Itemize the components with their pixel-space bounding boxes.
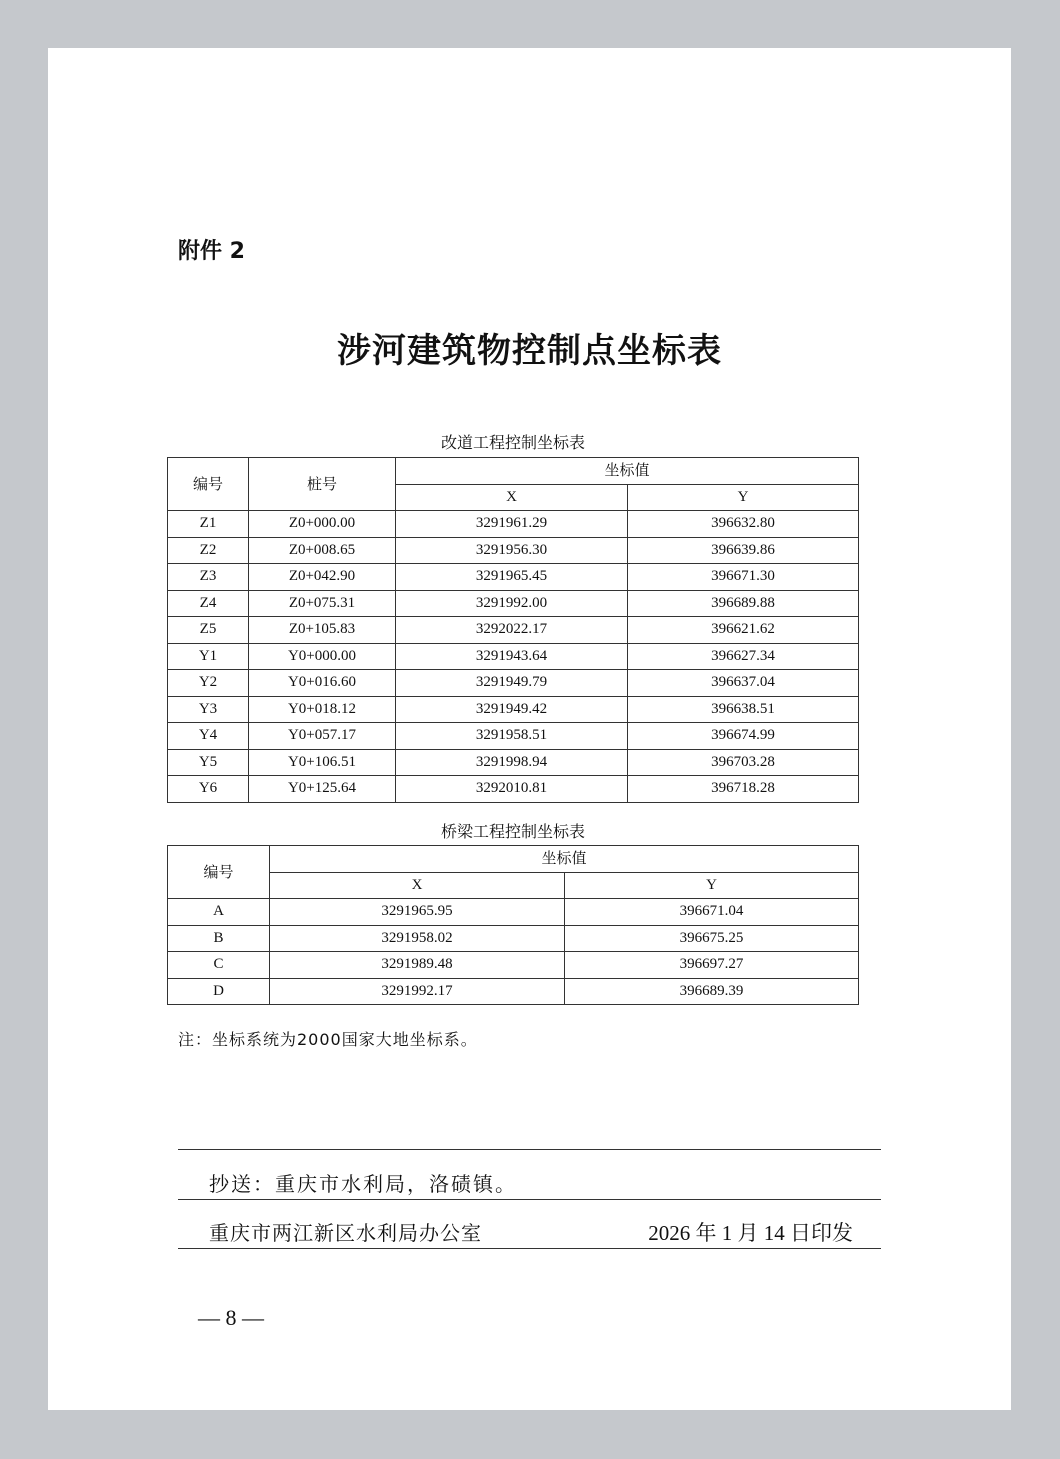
attachment-label: 附件 2 — [178, 239, 245, 264]
table-header-row — [168, 458, 859, 485]
header-id: 编号 — [168, 458, 249, 511]
cell-x: 3291998.94 — [396, 749, 628, 776]
table-row — [168, 564, 859, 591]
cell-id: C — [168, 952, 270, 979]
table-row — [168, 776, 859, 803]
cell-x: 3291956.30 — [396, 537, 628, 564]
table-row — [168, 723, 859, 750]
footer-rule-top — [178, 1149, 881, 1150]
cell-id: Z2 — [168, 537, 249, 564]
table-row — [168, 899, 859, 926]
cell-stake: Y0+016.60 — [249, 670, 396, 697]
cell-stake: Y0+057.17 — [249, 723, 396, 750]
cell-y: 396689.39 — [565, 978, 859, 1005]
document-title: 涉河建筑物控制点坐标表 — [337, 331, 722, 371]
cell-y: 396632.80 — [628, 511, 859, 538]
cell-x: 3291992.17 — [270, 978, 565, 1005]
cell-x: 3291958.02 — [270, 925, 565, 952]
table-row — [168, 749, 859, 776]
cc-recipients: 抄送：重庆市水利局，洛碛镇。 — [209, 1172, 517, 1196]
cell-stake: Z0+075.31 — [249, 590, 396, 617]
cell-id: Y5 — [168, 749, 249, 776]
table-row — [168, 670, 859, 697]
cell-x: 3292010.81 — [396, 776, 628, 803]
cell-x: 3291961.29 — [396, 511, 628, 538]
table1-caption: 改道工程控制坐标表 — [440, 433, 585, 452]
cell-stake: Z0+008.65 — [249, 537, 396, 564]
cell-id: Z5 — [168, 617, 249, 644]
footer-rule-middle — [178, 1199, 881, 1200]
cell-x: 3291943.64 — [396, 643, 628, 670]
cell-id: Z4 — [168, 590, 249, 617]
cell-x: 3291958.51 — [396, 723, 628, 750]
cell-x: 3291989.48 — [270, 952, 565, 979]
cell-id: Y1 — [168, 643, 249, 670]
cell-y: 396674.99 — [628, 723, 859, 750]
bridge-coordinate-table — [167, 845, 859, 1005]
cell-id: Z3 — [168, 564, 249, 591]
table-header-row — [168, 846, 859, 873]
issue-date: 2026 年 1 月 14 日印发 — [648, 1221, 853, 1245]
cell-stake: Z0+000.00 — [249, 511, 396, 538]
table-row — [168, 511, 859, 538]
cell-x: 3291992.00 — [396, 590, 628, 617]
cell-stake: Z0+042.90 — [249, 564, 396, 591]
cell-stake: Y0+125.64 — [249, 776, 396, 803]
cell-x: 3292022.17 — [396, 617, 628, 644]
header-stake: 桩号 — [249, 458, 396, 511]
cell-id: A — [168, 899, 270, 926]
header-x: X — [270, 872, 565, 899]
page-number: — 8 — — [198, 1305, 264, 1330]
cell-y: 396627.34 — [628, 643, 859, 670]
cell-y: 396671.30 — [628, 564, 859, 591]
cell-x: 3291965.45 — [396, 564, 628, 591]
header-y: Y — [628, 484, 859, 511]
table2-caption: 桥梁工程控制坐标表 — [440, 822, 585, 841]
cell-id: D — [168, 978, 270, 1005]
cell-id: Z1 — [168, 511, 249, 538]
issuing-office: 重庆市两江新区水利局办公室 — [209, 1221, 482, 1245]
cell-stake: Z0+105.83 — [249, 617, 396, 644]
cell-y: 396671.04 — [565, 899, 859, 926]
cell-y: 396675.25 — [565, 925, 859, 952]
table-row — [168, 643, 859, 670]
cell-id: B — [168, 925, 270, 952]
cell-id: Y6 — [168, 776, 249, 803]
cell-id: Y3 — [168, 696, 249, 723]
cell-y: 396718.28 — [628, 776, 859, 803]
header-coord: 坐标值 — [270, 846, 859, 873]
cell-x: 3291949.42 — [396, 696, 628, 723]
table-row — [168, 537, 859, 564]
cell-x: 3291949.79 — [396, 670, 628, 697]
header-x: X — [396, 484, 628, 511]
diversion-coordinate-table — [167, 457, 859, 803]
table-row — [168, 978, 859, 1005]
cell-y: 396639.86 — [628, 537, 859, 564]
cell-y: 396621.62 — [628, 617, 859, 644]
table-subheader-row — [168, 872, 859, 899]
cell-y: 396638.51 — [628, 696, 859, 723]
table-row — [168, 590, 859, 617]
coordinate-system-note: 注：坐标系统为2000国家大地坐标系。 — [178, 1030, 478, 1049]
cell-stake: Y0+000.00 — [249, 643, 396, 670]
header-y: Y — [565, 872, 859, 899]
cell-stake: Y0+018.12 — [249, 696, 396, 723]
cell-y: 396697.27 — [565, 952, 859, 979]
cell-x: 3291965.95 — [270, 899, 565, 926]
cell-stake: Y0+106.51 — [249, 749, 396, 776]
table-row — [168, 617, 859, 644]
table-row — [168, 925, 859, 952]
table-row — [168, 952, 859, 979]
cell-y: 396689.88 — [628, 590, 859, 617]
cell-y: 396703.28 — [628, 749, 859, 776]
header-id: 编号 — [168, 846, 270, 899]
footer-rule-bottom — [178, 1248, 881, 1249]
cell-y: 396637.04 — [628, 670, 859, 697]
header-coord: 坐标值 — [396, 458, 859, 485]
cell-id: Y2 — [168, 670, 249, 697]
cell-id: Y4 — [168, 723, 249, 750]
table-row — [168, 696, 859, 723]
document-page — [48, 48, 1011, 1410]
